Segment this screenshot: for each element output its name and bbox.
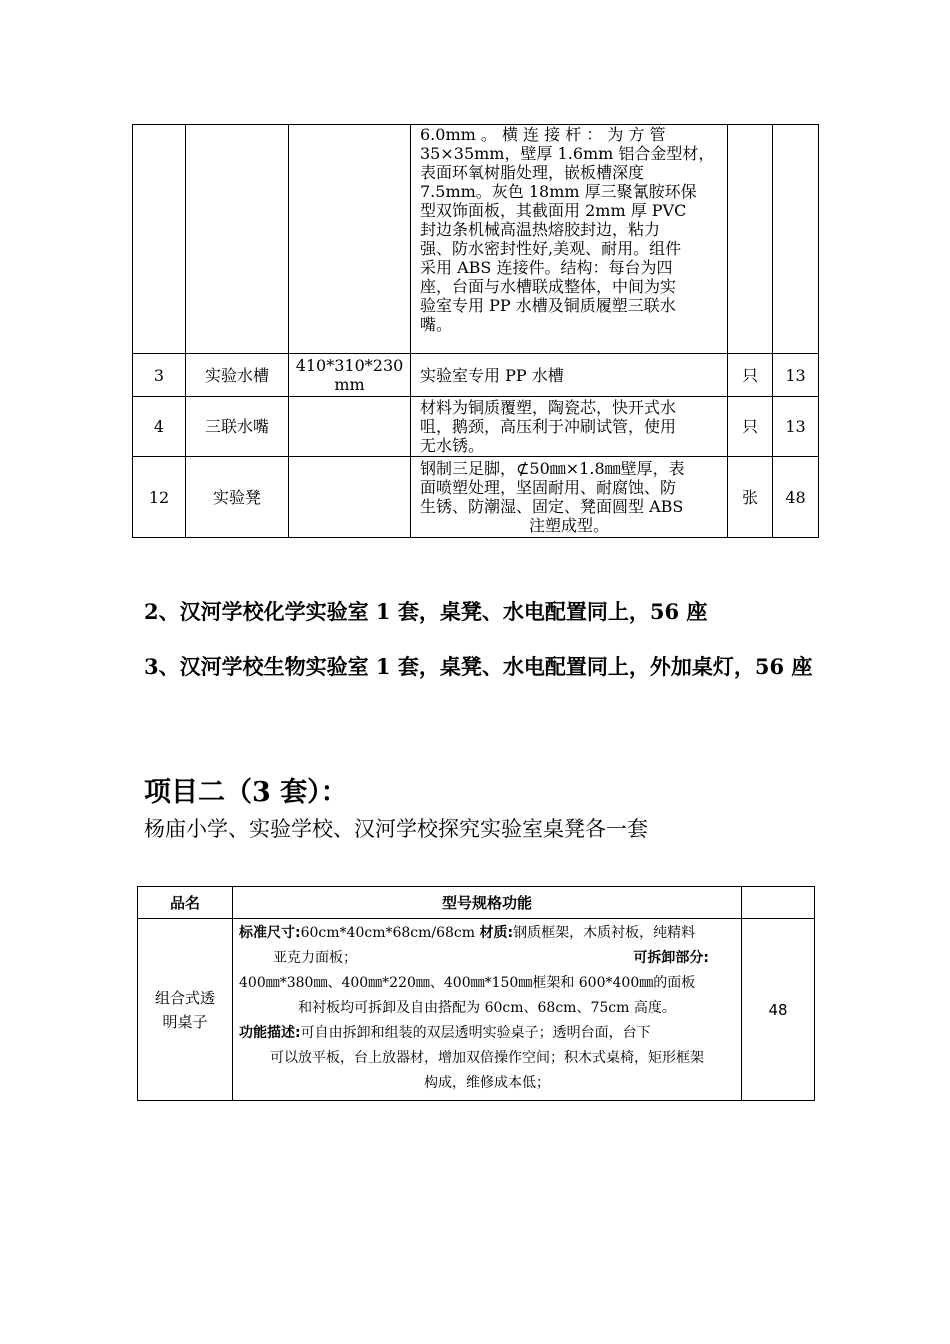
detachable-value-cont: 和衬板均可拆卸及自由搭配为 60cm、68cm、75cm 高度。 bbox=[298, 1000, 676, 1016]
desc-line: 面喷塑处理，坚固耐用、耐腐蚀、防 bbox=[420, 478, 677, 497]
cell-unit: 只 bbox=[728, 397, 773, 457]
cell-name bbox=[186, 125, 289, 354]
desc-line: 无水锈。 bbox=[420, 436, 485, 455]
desc-line: 咀，鹅颈，高压利于冲刷试管，使用 bbox=[420, 417, 677, 436]
desc-line: 35×35mm，壁厚 1.6mm 铝合金型材， bbox=[420, 144, 715, 163]
material-value: 钢质框架，木质衬板，纯精料 bbox=[513, 925, 696, 941]
cell-no: 3 bbox=[133, 354, 186, 397]
cell-unit: 张 bbox=[728, 457, 773, 538]
cell-qty: 13 bbox=[773, 397, 819, 457]
desc-line: 型双饰面板，其截面用 2mm 厚 PVC bbox=[420, 201, 687, 220]
header-spec: 型号规格功能 bbox=[233, 887, 742, 919]
cell-name: 实验凳 bbox=[186, 457, 289, 538]
desc-line: 生锈、防潮湿、固定、凳面圆型 ABS bbox=[420, 497, 684, 516]
cell-spec bbox=[289, 397, 411, 457]
desc-line: 验室专用 PP 水槽及铜质履塑三联水 bbox=[420, 296, 676, 315]
project-table bbox=[137, 886, 815, 1101]
project-title: 项目二（3 套）： bbox=[144, 777, 348, 808]
cell-spec bbox=[289, 125, 411, 354]
name-line: 组合式透 bbox=[154, 988, 215, 1007]
cell-no: 12 bbox=[133, 457, 186, 538]
material-label: 材质: bbox=[479, 925, 514, 941]
desc-line: 封边条机械高温热熔胶封边，粘力 bbox=[420, 220, 661, 239]
cell-spec bbox=[289, 354, 411, 397]
table-row bbox=[133, 354, 819, 397]
cell-desc bbox=[411, 397, 728, 457]
name-line: 明桌子 bbox=[162, 1012, 208, 1031]
section-heading-biology: 3、汉河学校生物实验室 1 套，桌凳、水电配置同上，外加桌灯，56 座 bbox=[144, 654, 813, 679]
equipment-table bbox=[132, 124, 819, 538]
table-row bbox=[133, 457, 819, 538]
cell-unit: 只 bbox=[728, 354, 773, 397]
function-value-cont: 可以放平板，台上放器材，增加双倍操作空间；积木式桌椅，矩形框架 bbox=[270, 1050, 704, 1066]
detachable-value: 400㎜*380㎜、400㎜*220㎜、400㎜*150㎜框架和 600*400㎜的面板 bbox=[239, 975, 696, 991]
table-row bbox=[133, 125, 819, 354]
cell-name: 三联水嘴 bbox=[186, 397, 289, 457]
desc-line: 采用 ABS 连接件。结构：每台为四 bbox=[420, 258, 673, 277]
desc-line: 材料为铜质覆塑，陶瓷芯，快开式水 bbox=[420, 398, 677, 417]
desc-line: 表面环氧树脂处理，嵌板槽深度 bbox=[420, 163, 645, 182]
function-value: 可自由拆卸和组装的双层透明实验桌子；透明台面，台下 bbox=[300, 1025, 651, 1041]
cell-qty bbox=[773, 125, 819, 354]
cell-qty: 48 bbox=[742, 919, 815, 1101]
header-qty bbox=[742, 887, 815, 919]
cell-name: 实验水槽 bbox=[186, 354, 289, 397]
cell-no: 4 bbox=[133, 397, 186, 457]
desc-line: 钢制三足脚，⊄50㎜×1.8㎜壁厚，表 bbox=[420, 459, 685, 478]
function-label: 功能描述: bbox=[239, 1025, 301, 1041]
cell-spec bbox=[233, 919, 742, 1101]
desc-line: 嘴。 bbox=[420, 315, 453, 334]
desc-line: 6.0mm 。 横 连 接 杆 ： 为 方 管 bbox=[420, 125, 666, 144]
spec-line: 410*310*230 bbox=[295, 356, 404, 375]
cell-qty: 13 bbox=[773, 354, 819, 397]
cell-name bbox=[138, 919, 233, 1101]
cell-desc bbox=[411, 457, 728, 538]
project-subtitle: 杨庙小学、实验学校、汉河学校探究实验室桌凳各一套 bbox=[144, 817, 648, 841]
table-header-row bbox=[138, 887, 815, 919]
header-name: 品名 bbox=[138, 887, 233, 919]
cell-desc: 实验室专用 PP 水槽 bbox=[411, 354, 728, 397]
spec-line: mm bbox=[334, 375, 365, 394]
table-row bbox=[133, 397, 819, 457]
desc-line: 7.5mm。灰色 18mm 厚三聚氰胺环保 bbox=[420, 182, 697, 201]
cell-desc bbox=[411, 125, 728, 354]
std-size-label: 标准尺寸: bbox=[239, 925, 301, 941]
cell-qty: 48 bbox=[773, 457, 819, 538]
cell-unit bbox=[728, 125, 773, 354]
desc-line: 注塑成型。 bbox=[528, 516, 609, 535]
function-value-end: 构成，维修成本低； bbox=[424, 1075, 550, 1091]
table-row bbox=[138, 919, 815, 1101]
desc-line: 座，台面与水槽联成整体，中间为实 bbox=[420, 277, 677, 296]
desc-line: 强、防水密封性好,美观、耐用。组件 bbox=[420, 239, 682, 258]
cell-no bbox=[133, 125, 186, 354]
std-size-value: 60cm*40cm*68cm/68cm bbox=[300, 925, 476, 941]
section-heading-chemistry: 2、汉河学校化学实验室 1 套，桌凳、水电配置同上，56 座 bbox=[144, 599, 708, 624]
cell-spec bbox=[289, 457, 411, 538]
detachable-label: 可拆卸部分: bbox=[633, 950, 709, 966]
material-value-cont: 亚克力面板； bbox=[273, 950, 357, 966]
